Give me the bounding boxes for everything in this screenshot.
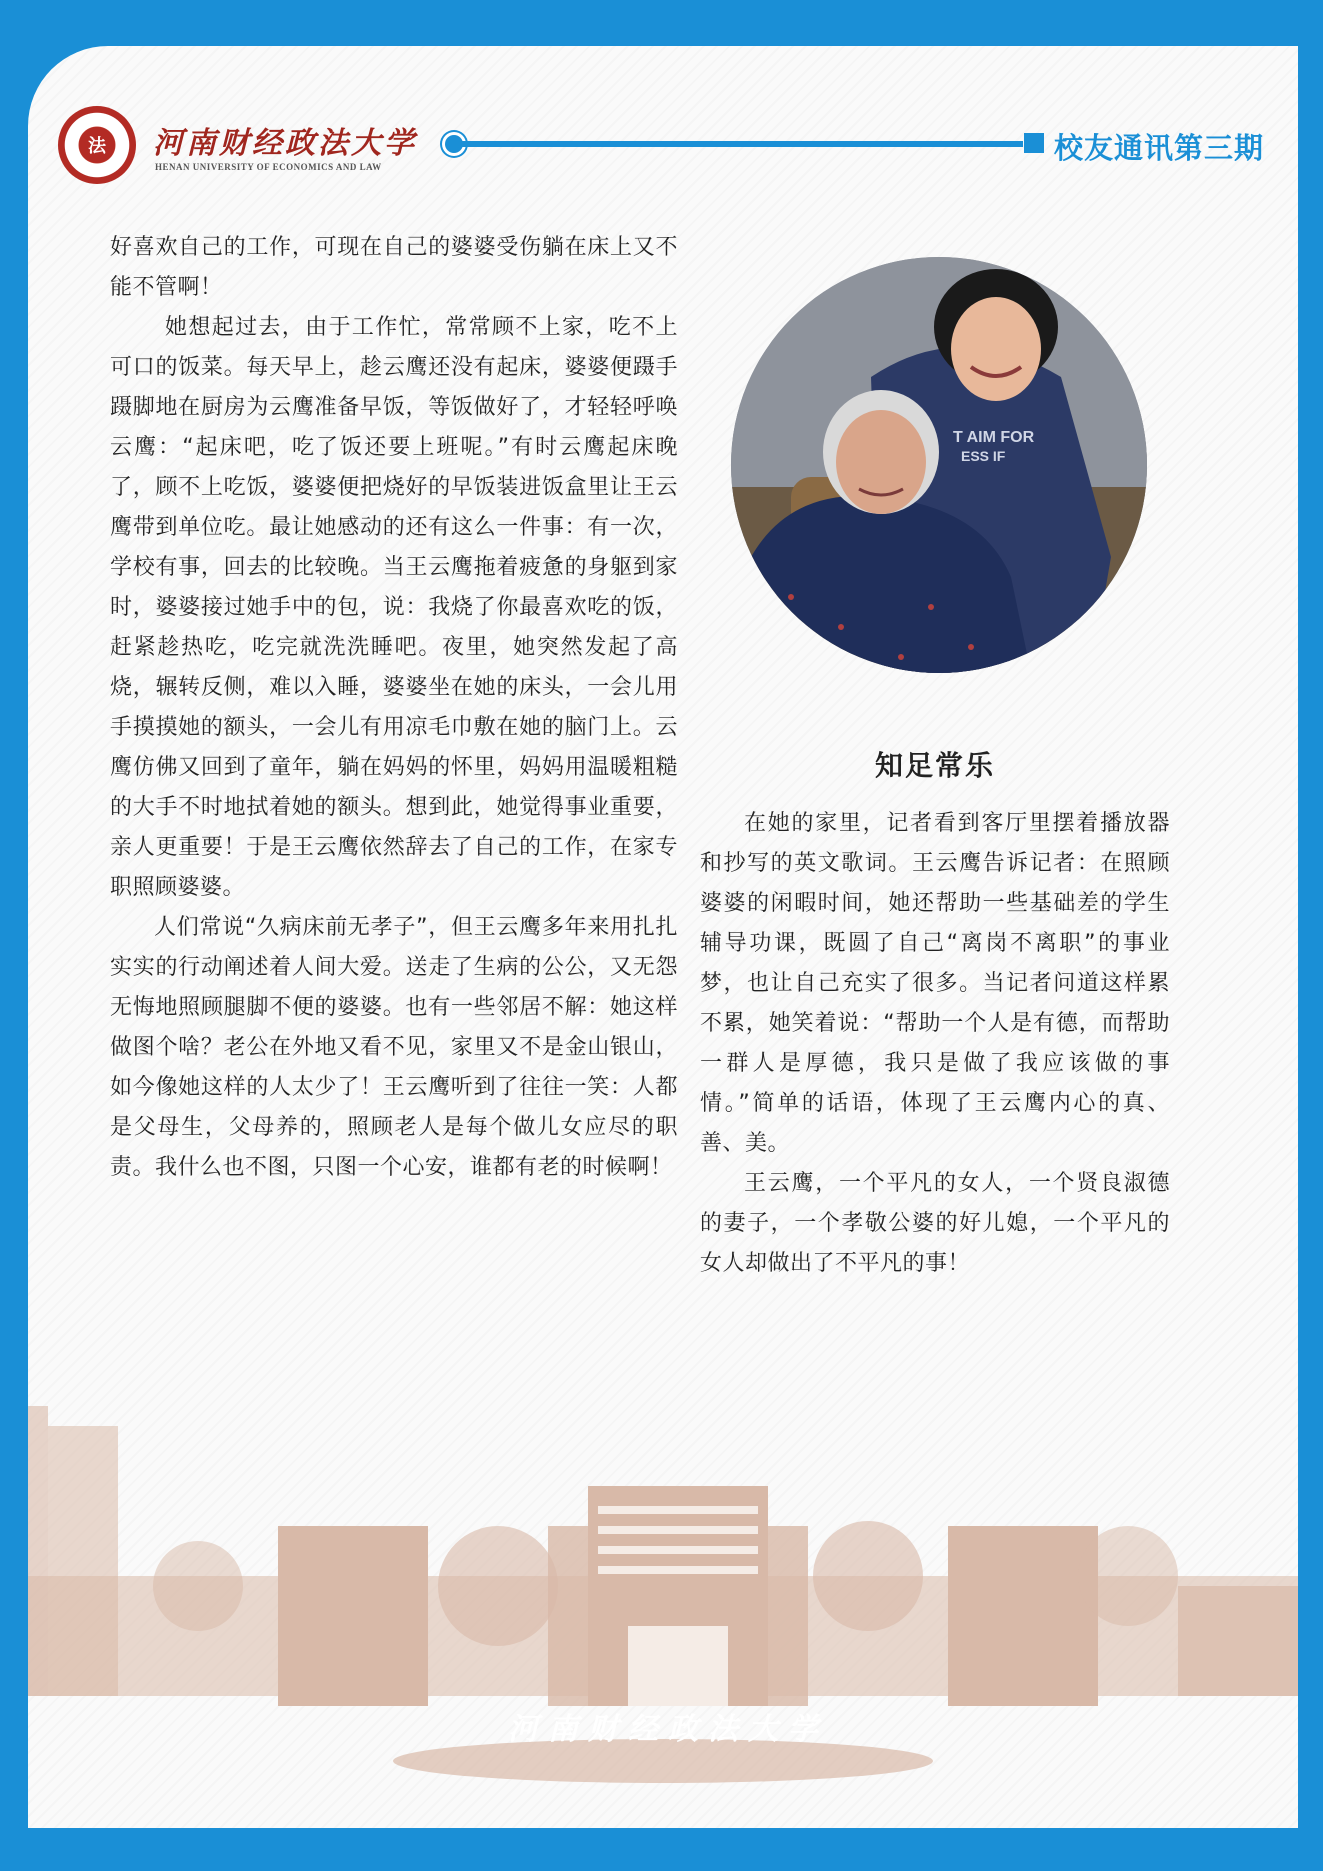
page-sheet xyxy=(28,46,1298,1828)
right-paragraph-2: 王云鹰，一个平凡的女人，一个贤良淑德的妻子，一个孝敬公婆的好儿媳，一个平凡的女人却做出了不平凡的事！ xyxy=(700,1171,1170,1276)
right-paragraph-1: 在她的家里，记者看到客厅里摆着播放器和抄写的英文歌词。王云鹰告诉记者：在照顾婆婆的闲暇时间，她还帮助一些基础差的学生辅导功课，既圆了自己“离岗不离职”的事业梦，也让自己充实了很多。当记者问道这样累不累，她笑着说：“帮助一个人是有德，而帮助一群人是厚德，我只是做了我应该做的事情。”简单的话语，体现了王云鹰内心的真、善、美。 xyxy=(700,811,1170,1156)
left-paragraph-3: 人们常说“久病床前无孝子”，但王云鹰多年来用扎扎实实的行动阐述着人间大爱。送走了生病的公公，又无怨无悔地照顾腿脚不便的婆婆。也有一些邻居不解：她这样做图个啥？老公在外地又看不见，家里又不是金山银山，如今像她这样的人太少了！王云鹰听到了往往一笑：人都是父母生，父母养的，照顾老人是每个做儿女应尽的职责。我什么也不图，只图一个心安，谁都有老的时候啊！ xyxy=(110,915,678,1180)
issue-title: 校友通讯第三期 xyxy=(1054,131,1265,165)
shirt-text-2: ESS IF xyxy=(961,448,1006,464)
left-paragraph-1: 好喜欢自己的工作，可现在自己的婆婆受伤躺在床上又不能不管啊！ xyxy=(110,235,678,300)
left-column-text xyxy=(110,228,678,1188)
section-title: 知足常乐 xyxy=(874,749,995,782)
header-rule-line xyxy=(458,141,1023,147)
portrait-photo xyxy=(731,257,1147,673)
university-seal-logo xyxy=(58,106,136,184)
header-rule-square xyxy=(1024,133,1044,153)
portrait-illustration xyxy=(731,257,1147,673)
page-header xyxy=(58,106,1268,196)
left-paragraph-2: 她想起过去，由于工作忙，常常顾不上家，吃不上可口的饭菜。每天早上，趁云鹰还没有起床，婆婆便蹑手蹑脚地在厨房为云鹰准备早饭，等饭做好了，才轻轻呼唤云鹰：“起床吧，吃了饭还要上班呢。”有时云鹰起床晚了，顾不上吃饭，婆婆便把烧好的早饭装进饭盒里让王云鹰带到单位吃。最让她感动的还有这么一件事：有一次，学校有事，回去的比较晚。当王云鹰拖着疲惫的身躯到家时，婆婆接过她手中的包，说：我烧了你最喜欢吃的饭，赶紧趁热吃，吃完就洗洗睡吧。夜里，她突然发起了高烧，辗转反侧，难以入睡，婆婆坐在她的床头，一会儿用手摸摸她的额头，一会儿有用凉毛巾敷在她的脑门上。云鹰仿佛又回到了童年，躺在妈妈的怀里，妈妈用温暖粗糙的大手不时地拭着她的额头。想到此，她觉得事业重要，亲人更重要！于是王云鹰依然辞去了自己的工作，在家专职照顾婆婆。 xyxy=(110,315,678,900)
right-column-text xyxy=(700,804,1170,1284)
shirt-text-1: T AIM FOR xyxy=(953,429,1035,446)
university-name-en: HENAN UNIVERSITY OF ECONOMICS AND LAW xyxy=(155,162,382,172)
seal-center: 法 xyxy=(79,127,115,163)
university-name-cn: 河南财经政法大学 xyxy=(153,126,417,161)
campus-signboard-text: 河南财经政法大学 xyxy=(508,1712,828,1747)
campus-silhouette-illustration xyxy=(28,1326,1298,1826)
